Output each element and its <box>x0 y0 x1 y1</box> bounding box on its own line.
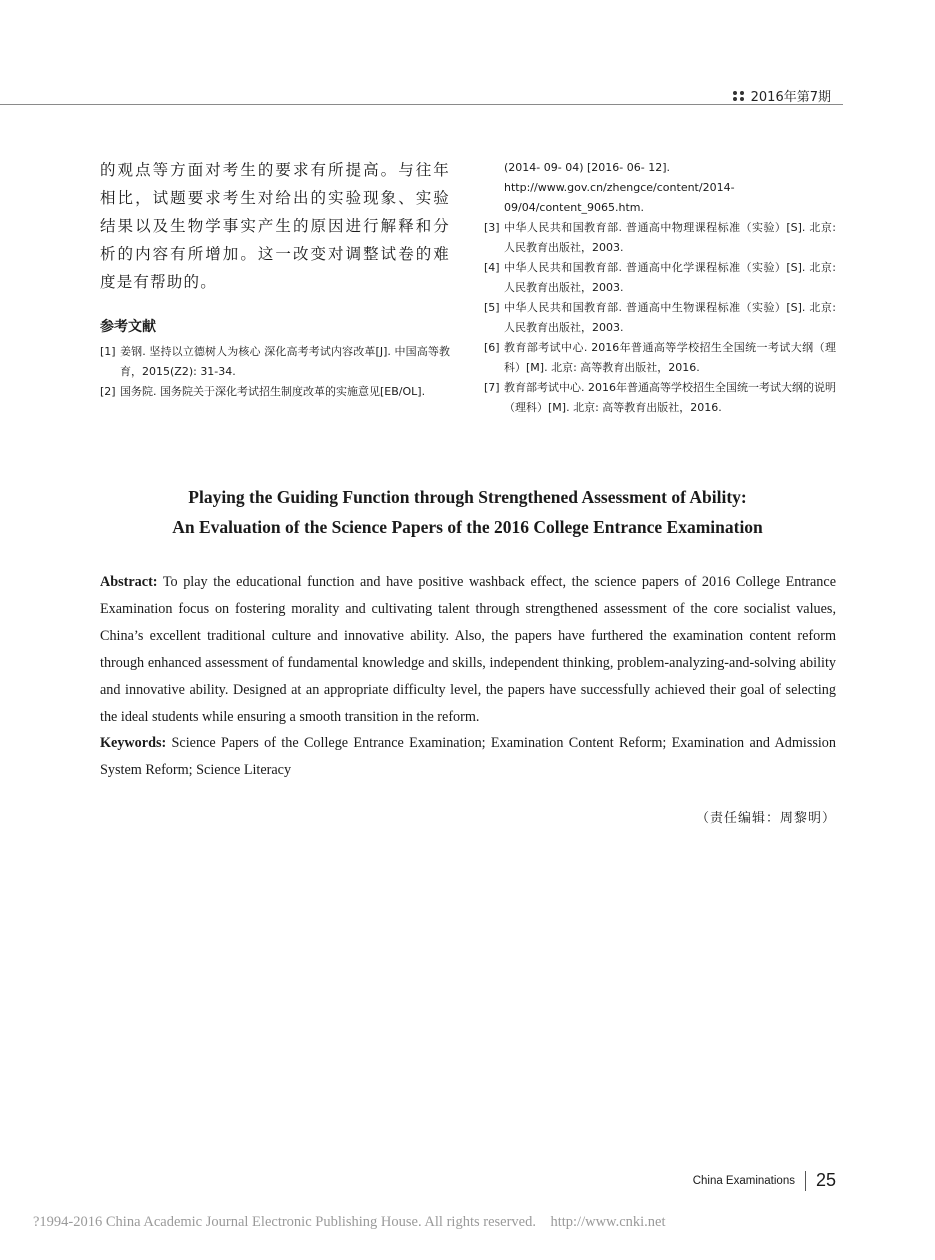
references-title: 参考文献 <box>100 319 156 335</box>
english-title-line-1: Playing the Guiding Function through Strengthened Assessment of Ability: <box>188 487 747 507</box>
issue-label: 2016年第7期 <box>750 90 831 105</box>
journal-name: China Examinations <box>692 1174 795 1187</box>
keywords-paragraph <box>100 730 836 784</box>
reference-item <box>100 382 450 402</box>
header-rule <box>0 104 843 105</box>
reference-text: 中华人民共和国教育部. 普通高中化学课程标准（实验）[S]. 北京: 人民教育出版社，2003. <box>504 261 836 294</box>
english-title-line-2: An Evaluation of the Science Papers of the 2016 College Entrance Examination <box>172 517 763 537</box>
page-footer <box>693 1170 836 1191</box>
reference-item <box>484 378 836 418</box>
reference-text: 姜钢. 坚持以立德树人为核心 深化高考考试内容改革[J]. 中国高等教育，2015(Z2): 31-34. <box>120 345 450 378</box>
footer-divider <box>805 1171 806 1191</box>
reference-number: [2] <box>100 385 116 398</box>
reference-item <box>484 298 836 338</box>
reference-item <box>484 338 836 378</box>
reference-item <box>484 258 836 298</box>
copyright-notice: ?1994-2016 China Academic Journal Electronic Publishing House. All rights reserved. http://www.cnki.net <box>33 1214 666 1230</box>
reference-text: 教育部考试中心. 2016年普通高等学校招生全国统一考试大纲的说明（理科）[M]. 北京: 高等教育出版社，2016. <box>504 381 836 414</box>
english-title <box>60 482 875 542</box>
dots-icon <box>733 91 745 101</box>
reference-text: 中华人民共和国教育部. 普通高中物理课程标准（实验）[S]. 北京: 人民教育出版社，2003. <box>504 221 836 254</box>
reference-number: [5] <box>484 301 500 314</box>
editor-note: （责任编辑：周黎明） <box>695 811 836 826</box>
right-column <box>484 158 836 418</box>
keywords-text: Science Papers of the College Entrance Examination; Examination Content Reform; Examination and Admission System Reform; Science Literacy <box>100 735 836 779</box>
reference-number: [7] <box>484 381 500 394</box>
body-paragraph: 的观点等方面对考生的要求有所提高。与往年相比，试题要求考生对给出的实验现象、实验结果以及生物学事实产生的原因进行解释和分析的内容有所增加。这一改变对调整试卷的难度是有帮助的。 <box>100 161 450 291</box>
reference-item <box>100 342 450 382</box>
running-header <box>733 86 831 105</box>
keywords-label: Keywords: <box>100 735 167 752</box>
reference-number: [1] <box>100 345 116 358</box>
references-list-left <box>100 342 450 402</box>
abstract-paragraph <box>100 569 836 730</box>
reference-continuation: (2014- 09- 04) [2016- 06- 12]. http://www.gov.cn/zhengce/content/2014-09/04/content_9065.htm. <box>504 161 735 214</box>
reference-text: 国务院. 国务院关于深化考试招生制度改革的实施意见[EB/OL]. <box>120 385 426 398</box>
left-column <box>100 156 450 402</box>
abstract-text: To play the educational function and have positive washback effect, the science papers of 2016 College Entrance Examination focus on fostering morality and cultivating talent through strengthened assessment of the core socialist values, China’s excellent traditional culture and innovative ability. Also, the papers have furthered the examination content reform through enhanced assessment of fundamental knowledge and skills, independent thinking, problem-analyzing-and-solving ability and innovative ability. Designed at an appropriate difficulty level, the papers have successfully achieved their goal of selecting the ideal students while ensuring a smooth transition in the reform. <box>100 574 836 725</box>
reference-number: [3] <box>484 221 500 234</box>
reference-number: [4] <box>484 261 500 274</box>
reference-text: 教育部考试中心. 2016年普通高等学校招生全国统一考试大纲（理科）[M]. 北京: 高等教育出版社，2016. <box>504 341 836 374</box>
abstract-block <box>100 569 836 784</box>
reference-text: 中华人民共和国教育部. 普通高中生物课程标准（实验）[S]. 北京: 人民教育出版社，2003. <box>504 301 836 334</box>
reference-number: [6] <box>484 341 500 354</box>
abstract-label: Abstract: <box>100 574 158 590</box>
page-number: 25 <box>815 1170 836 1190</box>
reference-item <box>484 218 836 258</box>
